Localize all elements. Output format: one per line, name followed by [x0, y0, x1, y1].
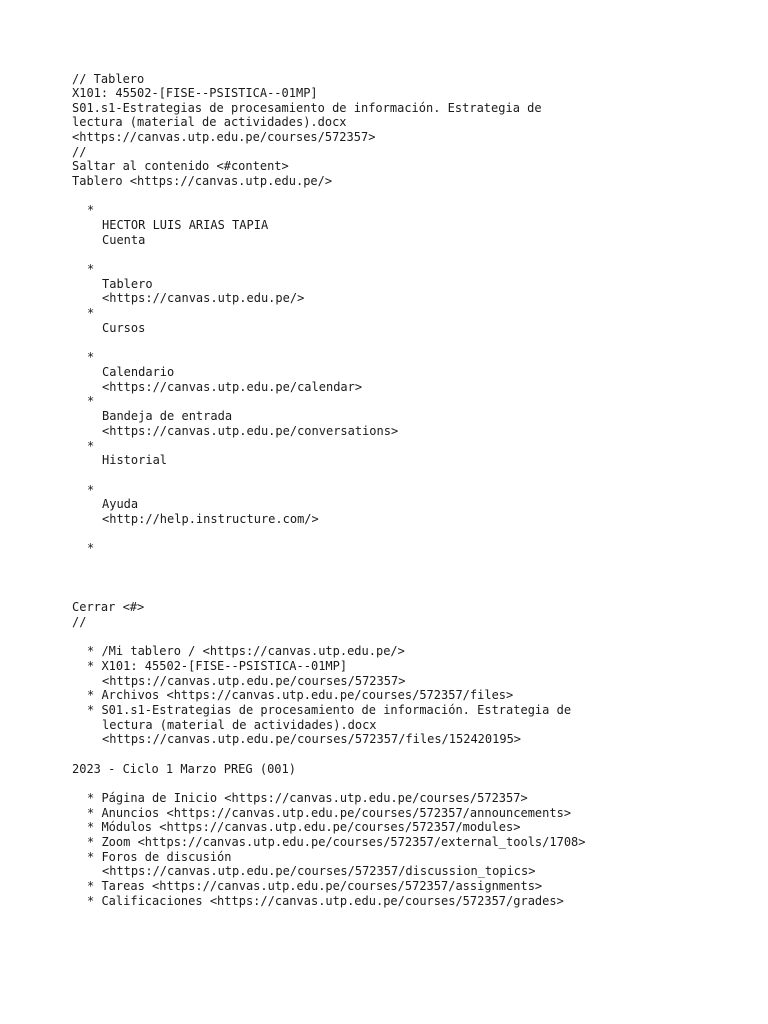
nav-item-courses[interactable]: Cursos — [102, 321, 146, 335]
nav-item-calendar[interactable]: Calendario — [102, 365, 175, 379]
course-nav-discussions-url[interactable]: <https://canvas.utp.edu.pe/courses/572357/discussion_topics> — [102, 864, 536, 878]
nav-item-inbox-url[interactable]: <https://canvas.utp.edu.pe/conversations> — [102, 424, 399, 438]
nav-item-inbox[interactable]: Bandeja de entrada — [102, 409, 233, 423]
course-nav-grades[interactable]: * Calificaciones <https://canvas.utp.edu.pe/courses/572357/grades> — [87, 894, 564, 908]
course-nav-home[interactable]: * Página de Inicio <https://canvas.utp.edu.pe/courses/572357> — [87, 791, 528, 805]
nav-item-help-url[interactable]: <http://help.instructure.com/> — [102, 512, 319, 526]
course-code[interactable]: X101: 45502-[FISE--PSISTICA--01MP] — [72, 86, 318, 100]
nav-item-dashboard[interactable]: Tablero — [102, 277, 153, 291]
breadcrumb-course-url[interactable]: <https://canvas.utp.edu.pe/courses/572357> — [102, 674, 406, 688]
document-title-cont[interactable]: lectura (material de actividades).docx — [72, 115, 347, 129]
term-label: 2023 - Ciclo 1 Marzo PREG (001) — [72, 762, 296, 776]
breadcrumb-files[interactable]: * Archivos <https://canvas.utp.edu.pe/courses/572357/files> — [87, 688, 514, 702]
bullet: * — [87, 394, 95, 408]
course-nav-announcements[interactable]: * Anuncios <https://canvas.utp.edu.pe/courses/572357/announcements> — [87, 806, 572, 820]
bullet: * — [87, 439, 95, 453]
close-link[interactable]: Cerrar <#> — [72, 600, 145, 614]
breadcrumb-document-url[interactable]: <https://canvas.utp.edu.pe/courses/572357/files/152420195> — [102, 732, 522, 746]
dashboard-link[interactable]: Tablero <https://canvas.utp.edu.pe/> — [72, 174, 333, 188]
bullet: * — [87, 306, 95, 320]
course-nav-zoom[interactable]: * Zoom <https://canvas.utp.edu.pe/courses/572357/external_tools/1708> — [87, 835, 586, 849]
breadcrumb-dashboard[interactable]: * /Mi tablero / <https://canvas.utp.edu.pe/> — [87, 644, 405, 658]
course-nav-discussions[interactable]: * Foros de discusión — [87, 850, 232, 864]
bullet: * — [87, 541, 95, 555]
course-link[interactable]: <https://canvas.utp.edu.pe/courses/572357> — [72, 130, 376, 144]
header-title: // Tablero — [72, 72, 145, 86]
bullet: * — [87, 203, 95, 217]
nav-item-account[interactable]: Cuenta — [102, 233, 146, 247]
document-title[interactable]: S01.s1-Estrategias de procesamiento de información. Estrategia de — [72, 101, 542, 115]
separator: // — [72, 615, 87, 629]
nav-item-calendar-url[interactable]: <https://canvas.utp.edu.pe/calendar> — [102, 380, 363, 394]
nav-item-history[interactable]: Historial — [102, 453, 168, 467]
skip-to-content-link[interactable]: Saltar al contenido <#content> — [72, 159, 289, 173]
separator: // — [72, 145, 87, 159]
bullet: * — [87, 350, 95, 364]
course-nav-assignments[interactable]: * Tareas <https://canvas.utp.edu.pe/courses/572357/assignments> — [87, 879, 543, 893]
bullet: * — [87, 262, 95, 276]
account-name[interactable]: HECTOR LUIS ARIAS TAPIA — [102, 218, 269, 232]
breadcrumb-course[interactable]: * X101: 45502-[FISE--PSISTICA--01MP] — [87, 659, 348, 673]
course-nav-modules[interactable]: * Módulos <https://canvas.utp.edu.pe/courses/572357/modules> — [87, 820, 521, 834]
nav-item-dashboard-url[interactable]: <https://canvas.utp.edu.pe/> — [102, 291, 305, 305]
nav-item-help[interactable]: Ayuda — [102, 497, 139, 511]
breadcrumb-document-cont[interactable]: lectura (material de actividades).docx — [102, 718, 377, 732]
breadcrumb-document[interactable]: * S01.s1-Estrategias de procesamiento de información. Estrategia de — [87, 703, 572, 717]
bullet: * — [87, 483, 95, 497]
